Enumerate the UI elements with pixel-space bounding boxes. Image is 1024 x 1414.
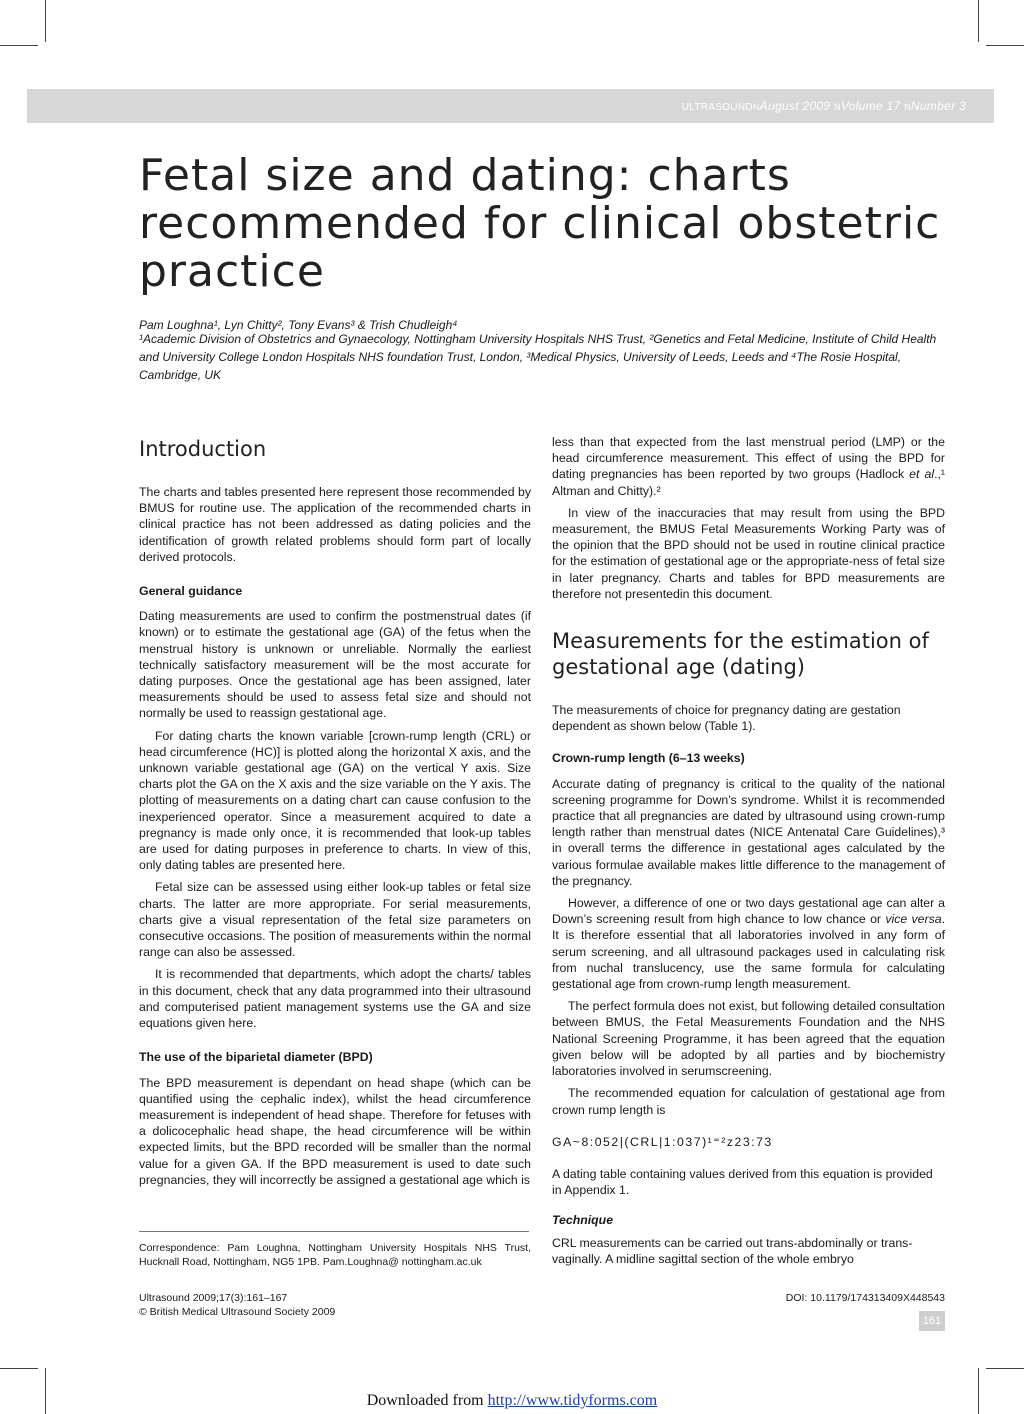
- crop-mark: [986, 45, 1024, 46]
- footnote-rule: [139, 1231, 529, 1232]
- author-list: Pam Loughna¹, Lyn Chitty², Tony Evans³ & Trish Chudleigh⁴: [139, 318, 458, 332]
- doi: DOI: 10.1179/174313409X448543: [785, 1292, 945, 1304]
- paragraph: Accurate dating of pregnancy is critical to the quality of the national screening programme for Down’s syndrome. Whilst it is recommended practice that all pregnancies are dated by ultrasound using crown-rump length rather than menstrual dates (NICE Antenatal Care Guidelines),³ in overall terms the difference in gestational ages calculated by the various formulae available makes little difference to the management of the pregnancy.: [552, 776, 945, 888]
- journal-name: ULTRASOUND: [681, 102, 753, 113]
- volume: Volume 17: [840, 99, 901, 113]
- crop-mark: [986, 1368, 1024, 1369]
- copyright: © British Medical Ultrasound Society 2009: [139, 1306, 336, 1318]
- paragraph: The perfect formula does not exist, but following detailed consultation between BMUS, the Fetal Measurements Foundation and the NHS National Screening Programme, it has been agreed that the equation given below will be adopted by all parties and by biochemistry laboratories involved in serumscreening.: [552, 999, 945, 1079]
- crop-mark: [0, 45, 38, 46]
- subsection-heading: Technique: [552, 1213, 614, 1228]
- section-heading: Measurements for the estimation of gestational age (dating): [552, 629, 929, 680]
- left-column: [139, 436, 531, 1194]
- subsection-heading: The use of the biparietal diameter (BPD): [139, 1050, 373, 1065]
- download-notice: [0, 1392, 1024, 1410]
- paragraph: In view of the inaccuracies that may result from using the BPD measurement, the BMUS Fetal Measurements Working Party was of the opinion that the BPD should not be used in routine clinical practice for the estimation of gestational age or the appropriate-ness of fetal size in later pregnancy. Charts and tables for BPD measurements are therefore not presentedin this document.: [552, 505, 945, 601]
- subsection-heading: General guidance: [139, 584, 243, 599]
- affiliations: ¹Academic Division of Obstetrics and Gynaecology, Nottingham University Hospitals NHS Trust, ²Genetics and Fetal Medicine, Institute of Child Health and University College London Hospitals NHS foundation Trust, London, ³Medical Physics, University of Leeds, Leeds and ⁴The Rosie Hospital, Cambridge, UK: [139, 332, 937, 382]
- issue-date: August 2009: [759, 99, 831, 113]
- citation: Ultrasound 2009;17(3):161–167: [139, 1292, 288, 1304]
- download-link[interactable]: http://www.tidyforms.com: [487, 1392, 658, 1409]
- paragraph: However, a difference of one or two days gestational age can alter a Down’s screening result from high chance to low chance or vice versa. It is therefore essential that all laboratories involved in any form of serum screening, and all ultrasound packages used in calculating risk from nuchal translucency, use the same formula for calculating gestational age from crown-rump length measurement.: [552, 896, 945, 992]
- paragraph: The charts and tables presented here represent those recommended by BMUS for routine use. The application of the recommended charts in clinical practice has not been addressed as dating policies and the identification of growth related problems should form part of locally derived protocols.: [139, 485, 531, 564]
- running-header: ULTRASOUNDNAugust 2009 NVolume 17 NNumber 3: [681, 99, 966, 113]
- paragraph: Dating measurements are used to confirm the postmenstrual dates (if known) or to estimate the gestational age (GA) of the fetus when the menstrual history is unknown or unreliable. Normally the earliest technically satisfactory measurement will be the most accurate for dating purposes. Once the gestational age has been assigned, later measurements should be used to assess fetal size and should not normally be used to reassign gestational age.: [139, 609, 531, 721]
- paragraph: Fetal size can be assessed using either look-up tables or fetal size charts. The latter are more appropriate. For serial measurements, charts give a visual representation of the fetal size parameters on consecutive occasions. The position of measurements within the normal range can also be assessed.: [139, 880, 531, 960]
- crop-mark: [978, 0, 979, 42]
- paragraph: CRL measurements can be carried out trans-abdominally or trans-vaginally. A midline sagittal section of the whole embryo: [552, 1235, 913, 1266]
- paragraph: For dating charts the known variable [crown-rump length (CRL) or head circumference (HC)] is plotted along the horizontal X axis, and the unknown variable gestational age (GA) on the vertical Y axis. Size charts plot the GA on the X axis and the size variable on the Y axis. The plotting of measurements on a dating chart can cause confusion to the inexperienced operator. Since a measurement acquired to date a pregnancy is made only once, it is recommended that look-up tables are used for dating purposes in preference to charts. In view of this, only dating tables are presented here.: [139, 728, 531, 873]
- subsection-heading: Crown-rump length (6–13 weeks): [552, 751, 745, 766]
- right-column: [552, 434, 945, 1273]
- paragraph: The recommended equation for calculation of gestational age from crown rump length is: [552, 1086, 945, 1117]
- issue-number: Number 3: [910, 99, 966, 113]
- paragraph: A dating table containing values derived from this equation is provided in Appendix 1.: [552, 1166, 933, 1198]
- paragraph: It is recommended that departments, which adopt the charts/ tables in this document, check that any data programmed into their ultrasound and computerised patient management systems use the GA and size equations given here.: [139, 967, 531, 1031]
- article-title: Fetal size and dating: charts recommended for clinical obstetric practice: [139, 150, 941, 297]
- crop-mark: [0, 1368, 38, 1369]
- correspondence-note: Correspondence: Pam Loughna, Nottingham University Hospitals NHS Trust, Hucknall Road, Nottingham, NG5 1PB. Pam.Loughna@ nottingham.ac.uk: [139, 1242, 531, 1268]
- paragraph: less than that expected from the last menstrual period (LMP) or the head circumference measurement. This effect of using the BPD for dating pregnancies has been reported by two groups (Hadlock et al.,¹ Altman and Chitty).²: [552, 435, 945, 498]
- paragraph: The BPD measurement is dependant on head shape (which can be quantified using the cephalic index), whilst the head circumference measurement is independent of head shape. Therefore for fetuses with a dolicocephalic head shape, the head circumference will be within expected limits, but the BPD recorded will be smaller than the normal value for a given GA. If the BPD measurement is used to date such pregnancies, they will incorrectly be assigned a gestational age which is: [139, 1075, 531, 1187]
- crop-mark: [45, 0, 46, 42]
- page-number: 161: [919, 1311, 945, 1331]
- section-heading: Introduction: [139, 437, 267, 461]
- download-prefix: Downloaded from: [366, 1392, 488, 1409]
- paragraph: The measurements of choice for pregnancy dating are gestation dependent as shown below (Table 1).: [552, 703, 901, 734]
- equation: GA~8:052|(CRL|1:037)¹⁼²z23:73: [552, 1134, 773, 1149]
